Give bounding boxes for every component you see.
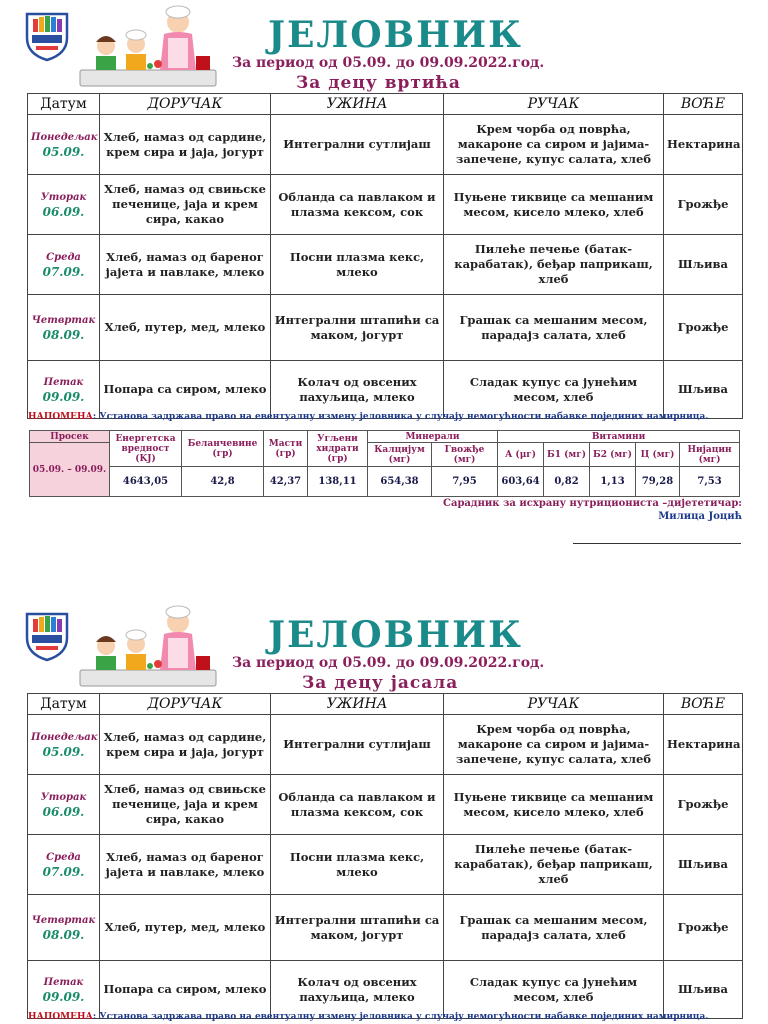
day-name: Петак [43, 976, 84, 988]
day-date: 06.09. [42, 804, 85, 819]
day-name: Четвртак [31, 314, 96, 326]
lunch-cell: Сладак купус са јунећим месом, хлеб [444, 361, 664, 419]
col-header-snack: УЖИНА [271, 94, 444, 115]
snack-cell: Обланда са павлаком и плазма кексом, сок [271, 775, 444, 835]
snack-cell: Интегрални штапићи са маком, јогурт [271, 895, 444, 961]
breakfast-cell: Хлеб, намаз од бареног јајета и павлаке, млеко [100, 235, 271, 295]
day-cell [28, 775, 100, 835]
fruit-cell: Шљива [664, 235, 743, 295]
niacin-value: 7,53 [680, 467, 740, 497]
vitamins-header: Витамини [498, 431, 740, 443]
breakfast-cell: Хлеб, намаз од бареног јајета и павлаке, млеко [100, 835, 271, 895]
prosek-label: Просек [30, 431, 110, 443]
carbs-value: 138,11 [308, 467, 368, 497]
day-name: Среда [46, 851, 81, 863]
vit-a-header: А (μг) [498, 443, 544, 467]
signature-role: Сарадник за исхрану нутрициониста –дијететичар: [443, 498, 742, 509]
col-header-breakfast: ДОРУЧАК [100, 694, 271, 715]
day-cell [28, 835, 100, 895]
fat-value: 42,37 [264, 467, 308, 497]
breakfast-cell: Хлеб, намаз од сардине, крем сира и јаја, јогурт [100, 115, 271, 175]
table-row [28, 961, 743, 1019]
breakfast-cell: Попара са сиром, млеко [100, 961, 271, 1019]
day-cell [28, 235, 100, 295]
day-date: 08.09. [42, 327, 85, 342]
table-row [28, 835, 743, 895]
lunch-cell: Грашак са мешаним месом, парадајз салата, хлеб [444, 895, 664, 961]
day-date: 07.09. [42, 864, 85, 879]
breakfast-cell: Хлеб, намаз од свињске печенице, јаја и крем сира, какао [100, 175, 271, 235]
day-cell [28, 715, 100, 775]
energy-header: Енергетска вредност (KJ) [110, 431, 182, 467]
vit-b2-value: 1,13 [590, 467, 636, 497]
lunch-cell: Сладак купус са јунећим месом, хлеб [444, 961, 664, 1019]
signature-name: Милица Јоцић [658, 511, 742, 522]
calcium-value: 654,38 [368, 467, 432, 497]
breakfast-cell: Хлеб, намаз од сардине, крем сира и јаја, јогурт [100, 715, 271, 775]
fat-header: Масти (гр) [264, 431, 308, 467]
vit-a-value: 603,64 [498, 467, 544, 497]
col-header-date: Датум [28, 694, 100, 715]
menu-table [27, 93, 743, 419]
lunch-cell: Пилеће печење (батак-карабатак), беђар паприкаш, хлеб [444, 835, 664, 895]
snack-cell: Интегрални сутлијаш [271, 715, 444, 775]
breakfast-cell: Хлеб, путер, мед, млеко [100, 295, 271, 361]
day-name: Уторак [40, 791, 87, 803]
lunch-cell: Крем чорба од поврћа, макароне са сиром и јајима-запечене, купус салата, хлеб [444, 115, 664, 175]
menu-table [27, 693, 743, 1019]
day-cell [28, 115, 100, 175]
table-row [28, 115, 743, 175]
school-logo-icon [24, 610, 70, 662]
col-header-breakfast: ДОРУЧАК [100, 94, 271, 115]
table-row [28, 361, 743, 419]
day-date: 05.09. [42, 744, 85, 759]
snack-cell: Интегрални сутлијаш [271, 115, 444, 175]
day-date: 09.09. [42, 389, 85, 404]
note-text [28, 412, 708, 422]
iron-header: Гвожђе (мг) [432, 443, 498, 467]
day-name: Петак [43, 376, 84, 388]
day-cell [28, 175, 100, 235]
lunch-cell: Пуњене тиквице са мешаним месом, кисело млеко, хлеб [444, 175, 664, 235]
vit-b2-header: Б2 (мг) [590, 443, 636, 467]
fruit-cell: Шљива [664, 961, 743, 1019]
day-cell [28, 961, 100, 1019]
subtitle-nursery: За децу јасала [302, 673, 459, 693]
note-body: : Установа задржава право на евентуалну измену јеловника у случају немогућности набавке појединих намирница. [92, 412, 709, 422]
subtitle-kindergarten: За децу вртића [296, 73, 461, 93]
calcium-header: Калцијум (мг) [368, 443, 432, 467]
day-name: Понедељак [31, 131, 98, 143]
table-row [28, 775, 743, 835]
note-text [28, 1012, 708, 1022]
day-date: 07.09. [42, 264, 85, 279]
breakfast-cell: Хлеб, путер, мед, млеко [100, 895, 271, 961]
col-header-fruit: ВОЋЕ [664, 694, 743, 715]
carbs-header: Угљени хидрати (гр) [308, 431, 368, 467]
table-row [28, 895, 743, 961]
col-header-lunch: РУЧАК [444, 94, 664, 115]
day-date: 06.09. [42, 204, 85, 219]
day-date: 05.09. [42, 144, 85, 159]
page-title: ЈЕЛОВНИК [268, 614, 523, 656]
day-cell [28, 295, 100, 361]
lunch-cell: Пилеће печење (батак-карабатак), беђар паприкаш, хлеб [444, 235, 664, 295]
fruit-cell: Шљива [664, 835, 743, 895]
period-text: За период од 05.09. до 09.09.2022.год. [232, 655, 545, 671]
day-date: 08.09. [42, 927, 85, 942]
protein-header: Беланчевине (гр) [182, 431, 264, 467]
kids-cooking-illustration [78, 4, 218, 90]
snack-cell: Колач од овсених пахуљица, млеко [271, 361, 444, 419]
fruit-cell: Грожђе [664, 295, 743, 361]
vit-c-value: 79,28 [636, 467, 680, 497]
snack-cell: Обланда са павлаком и плазма кексом, сок [271, 175, 444, 235]
lunch-cell: Крем чорба од поврћа, макароне са сиром и јајима-запечене, купус салата, хлеб [444, 715, 664, 775]
table-row [28, 295, 743, 361]
fruit-cell: Грожђе [664, 175, 743, 235]
fruit-cell: Грожђе [664, 775, 743, 835]
col-header-lunch: РУЧАК [444, 694, 664, 715]
day-name: Четвртак [31, 914, 96, 926]
day-name: Понедељак [31, 731, 98, 743]
nutrition-table [29, 430, 740, 497]
breakfast-cell: Хлеб, намаз од свињске печенице, јаја и крем сира, какао [100, 775, 271, 835]
protein-value: 42,8 [182, 467, 264, 497]
fruit-cell: Шљива [664, 361, 743, 419]
snack-cell: Посни плазма кекс, млеко [271, 235, 444, 295]
snack-cell: Интегрални штапићи са маком, јогурт [271, 295, 444, 361]
kids-cooking-illustration [78, 604, 218, 690]
period-text: За период од 05.09. до 09.09.2022.год. [232, 55, 545, 71]
lunch-cell: Грашак са мешаним месом, парадајз салата, хлеб [444, 295, 664, 361]
note-label: НАПОМЕНА [28, 1012, 93, 1022]
col-header-snack: УЖИНА [271, 694, 444, 715]
niacin-header: Нијацин (мг) [680, 443, 740, 467]
iron-value: 7,95 [432, 467, 498, 497]
minerals-header: Минерали [368, 431, 498, 443]
day-cell [28, 361, 100, 419]
fruit-cell: Нектарина [664, 115, 743, 175]
snack-cell: Колач од овсених пахуљица, млеко [271, 961, 444, 1019]
vit-b1-header: Б1 (мг) [544, 443, 590, 467]
table-row [28, 235, 743, 295]
table-row [28, 715, 743, 775]
vit-b1-value: 0,82 [544, 467, 590, 497]
day-name: Среда [46, 251, 81, 263]
fruit-cell: Нектарина [664, 715, 743, 775]
col-header-fruit: ВОЋЕ [664, 94, 743, 115]
signature-line [573, 543, 741, 544]
day-name: Уторак [40, 191, 87, 203]
school-logo-icon [24, 10, 70, 62]
lunch-cell: Пуњене тиквице са мешаним месом, кисело млеко, хлеб [444, 775, 664, 835]
vit-c-header: Ц (мг) [636, 443, 680, 467]
page-title: ЈЕЛОВНИК [268, 14, 523, 56]
energy-value: 4643,05 [110, 467, 182, 497]
prosek-range: 05.09. – 09.09. [30, 443, 110, 497]
table-row [28, 175, 743, 235]
day-cell [28, 895, 100, 961]
note-body: : Установа задржава право на евентуалну измену јеловника у случају немогућности набавке појединих намирница. [92, 1012, 709, 1022]
fruit-cell: Грожђе [664, 895, 743, 961]
snack-cell: Посни плазма кекс, млеко [271, 835, 444, 895]
breakfast-cell: Попара са сиром, млеко [100, 361, 271, 419]
day-date: 09.09. [42, 989, 85, 1004]
col-header-date: Датум [28, 94, 100, 115]
note-label: НАПОМЕНА [28, 412, 93, 422]
